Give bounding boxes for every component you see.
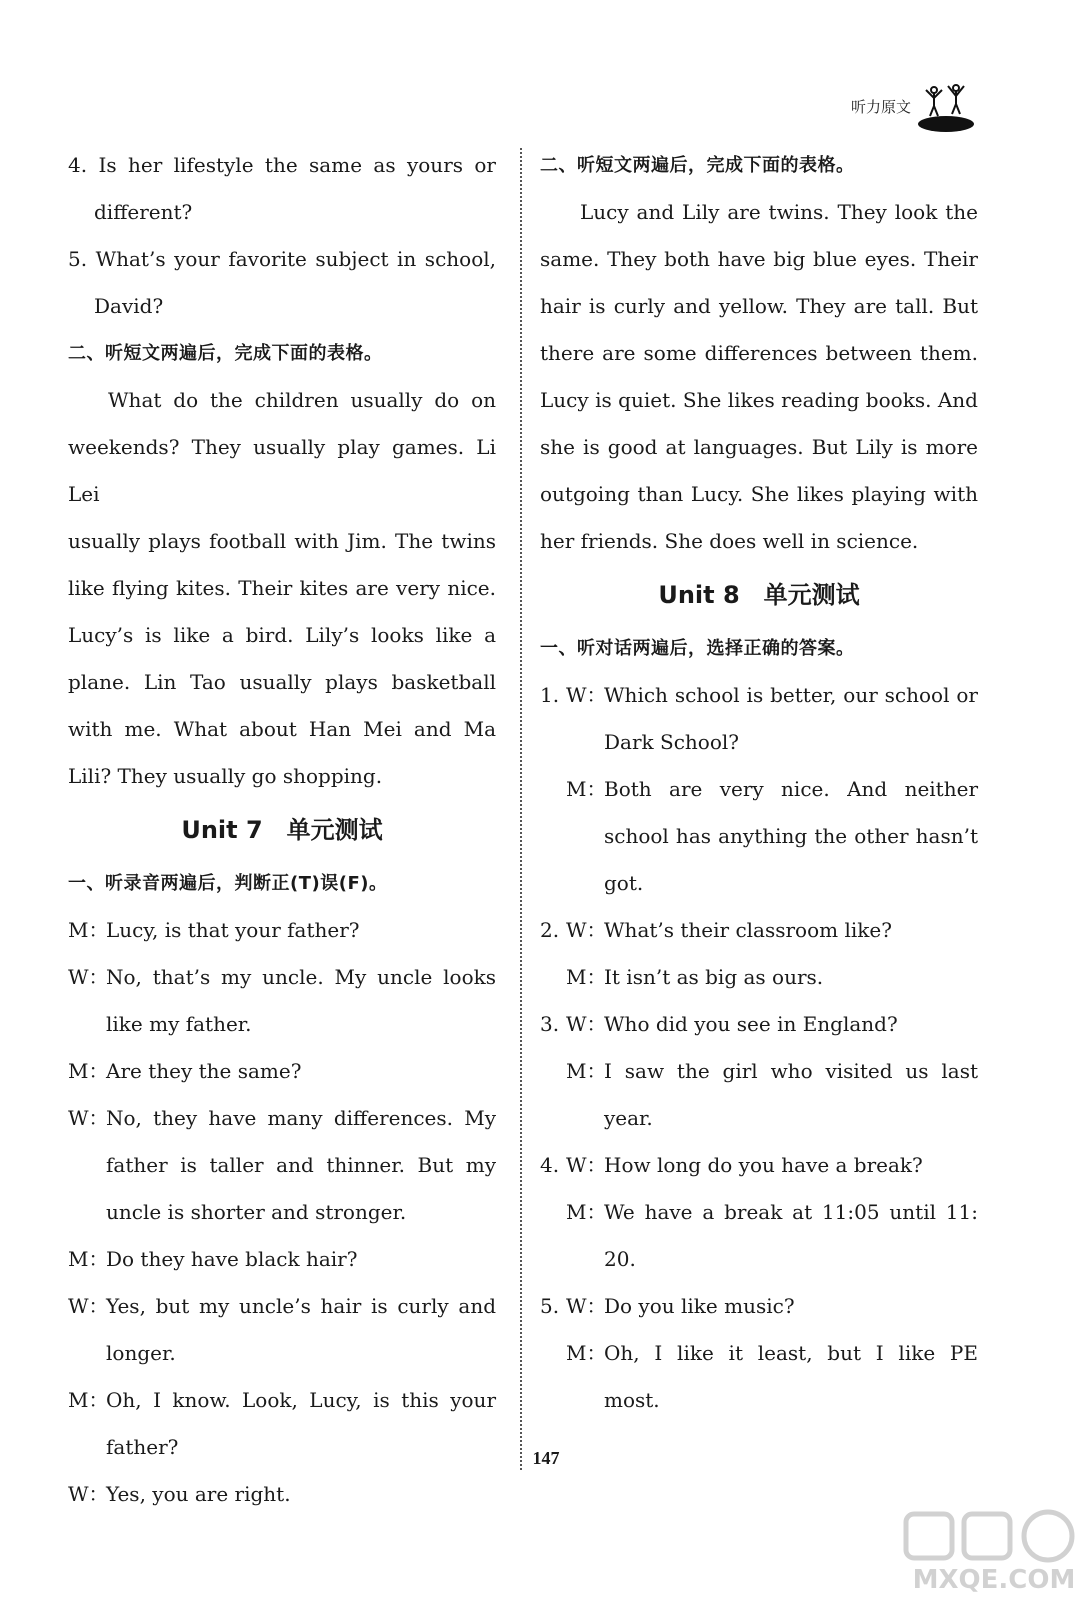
dialogue-line: No, that’s my uncle. My uncle looks bbox=[106, 965, 496, 989]
paragraph-line: there are some differences between them. bbox=[540, 341, 978, 365]
section-heading: 二、听短文两遍后，完成下面的表格。 bbox=[540, 155, 855, 176]
dialogue-line: uncle is shorter and stronger. bbox=[106, 1200, 407, 1224]
speaker-label: W： bbox=[68, 1294, 109, 1318]
dialogue-line: Are they the same? bbox=[106, 1059, 302, 1083]
dialogue-line: most. bbox=[604, 1388, 660, 1412]
item-number: 1. bbox=[540, 683, 560, 707]
question-item bbox=[540, 907, 978, 954]
speaker-label: M： bbox=[68, 1247, 109, 1271]
dialogue-turn bbox=[68, 1236, 496, 1283]
left-column bbox=[68, 142, 496, 1518]
watermark-logo bbox=[898, 1508, 1088, 1596]
dialogue-turn bbox=[68, 954, 496, 1048]
paragraph-line: Lili? They usually go shopping. bbox=[68, 764, 383, 788]
speaker-label: M： bbox=[566, 1200, 607, 1224]
paragraph-line: Lucy’s is like a bird. Lily’s looks like a bbox=[68, 623, 496, 647]
paragraph-line: with me. What about Han Mei and Ma bbox=[68, 717, 496, 741]
dialogue-line: Do you like music? bbox=[604, 1294, 795, 1318]
dialogue-line: Oh, I know. Look, Lucy, is this your bbox=[106, 1388, 496, 1412]
section-label: 听力原文 bbox=[851, 98, 912, 116]
question-4-line-1: 4. Is her lifestyle the same as yours or bbox=[68, 153, 496, 177]
speaker-label: M： bbox=[68, 1059, 109, 1083]
dialogue-turn bbox=[540, 1048, 978, 1142]
dialogue-turn bbox=[540, 1189, 978, 1283]
paragraph-line: her friends. She does well in science. bbox=[540, 529, 919, 553]
speaker-label: M： bbox=[566, 1341, 607, 1365]
question-5-line-1: 5. What’s your favorite subject in school, bbox=[68, 247, 496, 271]
question-4-line-2: different? bbox=[94, 200, 193, 224]
dialogue-line: I saw the girl who visited us last bbox=[604, 1059, 978, 1083]
speaker-label: W： bbox=[566, 1153, 607, 1177]
dialogue-line: Yes, you are right. bbox=[106, 1482, 291, 1506]
paragraph-line: like flying kites. Their kites are very nice. bbox=[68, 576, 496, 600]
dialogue-line: longer. bbox=[106, 1341, 176, 1365]
dialogue-line: Do they have black hair? bbox=[106, 1247, 358, 1271]
question-item bbox=[540, 1001, 978, 1048]
dialogue-turn bbox=[68, 1471, 496, 1518]
dialogue-line: father is taller and thinner. But my bbox=[106, 1153, 496, 1177]
dialogue-line: Dark School? bbox=[604, 730, 739, 754]
speaker-label: W： bbox=[566, 918, 607, 942]
paragraph-line: hair is curly and yellow. They are tall. But bbox=[540, 294, 978, 318]
item-number: 5. bbox=[540, 1294, 560, 1318]
watermark-text: MXQE.COM bbox=[912, 1565, 1076, 1595]
dialogue-turn bbox=[68, 1283, 496, 1377]
speaker-label: M： bbox=[68, 918, 109, 942]
dialogue-turn bbox=[540, 1330, 978, 1424]
speaker-label: W： bbox=[68, 965, 109, 989]
dialogue-line: How long do you have a break? bbox=[604, 1153, 923, 1177]
dialogue-turn bbox=[68, 1095, 496, 1236]
dialogue-line: father? bbox=[106, 1435, 179, 1459]
dialogue-line: like my father. bbox=[106, 1012, 252, 1036]
item-number: 4. bbox=[540, 1153, 560, 1177]
dialogue-line: What’s their classroom like? bbox=[604, 918, 892, 942]
paragraph-line: usually plays football with Jim. The twins bbox=[68, 529, 496, 553]
speaker-label: W： bbox=[68, 1482, 109, 1506]
dialogue-line: Oh, I like it least, but I like PE bbox=[604, 1341, 978, 1365]
paragraph-line: What do the children usually do on bbox=[108, 388, 496, 412]
speaker-label: M： bbox=[566, 777, 607, 801]
dialogue-turn bbox=[68, 1048, 496, 1095]
dialogue-turn bbox=[68, 907, 496, 954]
dialogue-turn bbox=[540, 766, 978, 907]
unit-title: Unit 8 单元测试 bbox=[658, 581, 860, 609]
right-column bbox=[540, 142, 978, 1424]
dialogue-line: We have a break at 11:05 until 11: bbox=[604, 1200, 978, 1224]
dialogue-line: Lucy, is that your father? bbox=[106, 918, 360, 942]
question-5-line-2: David? bbox=[94, 294, 164, 318]
item-number: 2. bbox=[540, 918, 560, 942]
section-heading: 一、听对话两遍后，选择正确的答案。 bbox=[540, 638, 855, 659]
dialogue-line: Who did you see in England? bbox=[604, 1012, 898, 1036]
paragraph-line: outgoing than Lucy. She likes playing with bbox=[540, 482, 978, 506]
dialogue-line: year. bbox=[604, 1106, 653, 1130]
paragraph-line: Lucy is quiet. She likes reading books. And bbox=[540, 388, 978, 412]
paragraph-line: Lucy and Lily are twins. They look the bbox=[580, 200, 978, 224]
dialogue-turn bbox=[540, 954, 978, 1001]
question-item bbox=[540, 1142, 978, 1189]
speaker-label: M： bbox=[566, 1059, 607, 1083]
dialogue-line: Both are very nice. And neither bbox=[604, 777, 978, 801]
dialogue-line: No, they have many differences. My bbox=[106, 1106, 496, 1130]
section-heading: 二、听短文两遍后，完成下面的表格。 bbox=[68, 343, 383, 364]
figures-logo-icon bbox=[916, 80, 976, 134]
speaker-label: M： bbox=[68, 1388, 109, 1412]
question-item bbox=[540, 672, 978, 766]
question-item bbox=[540, 1283, 978, 1330]
section-heading: 一、听录音两遍后，判断正(T)误(F)。 bbox=[68, 873, 388, 894]
item-number: 3. bbox=[540, 1012, 560, 1036]
dialogue-line: got. bbox=[604, 871, 644, 895]
speaker-label: W： bbox=[68, 1106, 109, 1130]
dialogue-line: school has anything the other hasn’t bbox=[604, 824, 978, 848]
paragraph-line: she is good at languages. But Lily is more bbox=[540, 435, 978, 459]
page-number: 147 bbox=[532, 1448, 560, 1468]
paragraph-line: same. They both have big blue eyes. Their bbox=[540, 247, 978, 271]
column-divider bbox=[520, 148, 522, 1470]
paragraph-line: weekends? They usually play games. Li Lei bbox=[68, 435, 496, 506]
dialogue-line: 20. bbox=[604, 1247, 636, 1271]
dialogue-line: Which school is better, our school or bbox=[604, 683, 978, 707]
dialogue-line: Yes, but my uncle’s hair is curly and bbox=[106, 1294, 496, 1318]
dialogue-line: It isn’t as big as ours. bbox=[604, 965, 824, 989]
speaker-label: W： bbox=[566, 1294, 607, 1318]
speaker-label: W： bbox=[566, 1012, 607, 1036]
paragraph-line: plane. Lin Tao usually plays basketball bbox=[68, 670, 496, 694]
speaker-label: W： bbox=[566, 683, 607, 707]
unit-title: Unit 7 单元测试 bbox=[181, 816, 383, 844]
speaker-label: M： bbox=[566, 965, 607, 989]
